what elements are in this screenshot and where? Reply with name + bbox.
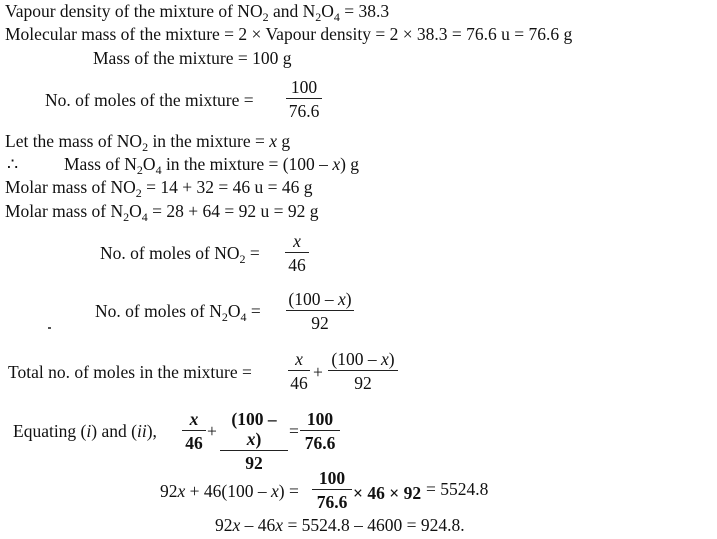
text: = 5524.8 – 4600 = 924.8. [283, 515, 465, 535]
total-moles-label: Total no. of moles in the mixture = [8, 362, 252, 382]
mass-n2o4-line [64, 154, 360, 177]
text: Molar mass of N [5, 201, 124, 221]
expanded-equation-lhs [160, 481, 299, 501]
text: and N [268, 1, 316, 21]
molar-mass-n2o4-line [5, 201, 319, 224]
numerator: 100 [306, 409, 334, 429]
text: Equating ( [13, 421, 87, 441]
total-moles-fraction-2 [328, 349, 398, 393]
text: (100 – [331, 349, 381, 369]
text: = 14 + 32 = 46 u = 46 g [141, 177, 313, 197]
text: (100 – [288, 289, 338, 309]
numerator: x [293, 231, 301, 251]
numerator: 100 [318, 468, 346, 488]
text: ) [255, 429, 262, 449]
subscript: 2 [221, 310, 228, 324]
subscript: 2 [135, 186, 142, 200]
total-moles-fraction-1 [288, 349, 310, 393]
denominator: 76.6 [316, 492, 348, 512]
moles-no2-fraction [285, 231, 309, 275]
variable: x [380, 349, 389, 369]
plus-sign: + [313, 362, 323, 382]
moles-no2-label [100, 243, 260, 266]
subscript: 2 [315, 10, 322, 24]
equating-label [13, 421, 157, 441]
fraction-bar [312, 489, 352, 490]
moles-of-mixture-label: No. of moles of the mixture = [45, 90, 254, 110]
fraction-bar [300, 430, 340, 431]
text: O [142, 154, 156, 174]
equals-sign: = [289, 421, 299, 441]
fraction-bar [286, 98, 322, 99]
denominator: 46 [185, 433, 203, 453]
fraction-bar [328, 370, 398, 371]
variable: x [177, 481, 186, 501]
denominator: 46 [288, 255, 306, 275]
text: ) [388, 349, 395, 369]
variable: x [332, 154, 341, 174]
plus-sign: + [207, 421, 217, 441]
text: 92 [160, 481, 178, 501]
text: (100 – [231, 409, 277, 429]
equating-fraction-1 [182, 409, 206, 453]
text: = 28 + 64 = 92 u = 92 g [147, 201, 319, 221]
fraction-bar [182, 430, 206, 431]
text: ) = [278, 481, 299, 501]
text: = [246, 301, 261, 321]
subscript: 2 [136, 163, 143, 177]
moles-of-mixture-fraction [286, 77, 322, 121]
mass-of-mixture-line: Mass of the mixture = 100 g [93, 48, 292, 68]
text: ) [345, 289, 352, 309]
eq-ref: ii [136, 421, 147, 441]
numerator: x [189, 409, 199, 429]
fraction-bar [285, 252, 309, 253]
numerator [328, 349, 398, 369]
subscript: 4 [155, 163, 162, 177]
subscript: 2 [262, 10, 269, 24]
variable: x [232, 515, 241, 535]
text: Vapour density of the mixture of NO [5, 1, 263, 21]
subscript: 4 [240, 310, 247, 324]
numerator: x [295, 349, 303, 369]
variable: x [269, 131, 278, 151]
subscript: 4 [141, 210, 148, 224]
molecular-mass-line: Molecular mass of the mixture = 2 × Vapour density = 2 × 38.3 = 76.6 u = 76.6 g [5, 24, 573, 44]
text: O [129, 201, 142, 221]
denominator: 92 [311, 313, 329, 333]
subscript: 4 [333, 10, 340, 24]
fraction-bar [220, 450, 288, 451]
text: + 46(100 – [185, 481, 271, 501]
equating-fraction-2 [220, 409, 288, 473]
denominator: 76.6 [304, 433, 336, 453]
final-equation [215, 515, 465, 535]
therefore-symbol: ∴ [7, 154, 19, 174]
variable: x [270, 481, 279, 501]
equating-fraction-3 [300, 409, 340, 453]
subscript: 2 [142, 140, 149, 154]
text: in the mixture = [148, 131, 270, 151]
stray-mark [48, 327, 51, 329]
expanded-equation-fraction [312, 468, 352, 512]
text: Let the mass of NO [5, 131, 143, 151]
text: g [277, 131, 291, 151]
subscript: 2 [239, 252, 246, 266]
numerator [220, 409, 288, 449]
text: No. of moles of NO [100, 243, 240, 263]
variable: x [337, 289, 346, 309]
denominator: 46 [290, 373, 308, 393]
eq-ref: i [86, 421, 92, 441]
text: 92 [215, 515, 233, 535]
text: in the mixture = (100 – [161, 154, 333, 174]
moles-n2o4-fraction [286, 289, 354, 333]
subscript: 2 [123, 210, 130, 224]
fraction-bar [286, 310, 354, 311]
denominator: 92 [245, 453, 263, 473]
text: – 46 [240, 515, 276, 535]
variable: x [246, 429, 256, 449]
moles-n2o4-label [95, 301, 261, 324]
text: Mass of N [64, 154, 137, 174]
denominator: 92 [354, 373, 372, 393]
numerator: 100 [290, 77, 318, 97]
let-mass-line [5, 131, 291, 154]
vapour-density-line [5, 1, 390, 24]
multiplier-text: × 46 × 92 [353, 483, 422, 503]
molar-mass-no2-line [5, 177, 313, 200]
denominator: 76.6 [288, 101, 320, 121]
text: ) g [340, 154, 360, 174]
text: Molar mass of NO [5, 177, 136, 197]
text: ) and ( [91, 421, 137, 441]
text: O [321, 1, 334, 21]
text: No. of moles of N [95, 301, 222, 321]
variable: x [275, 515, 284, 535]
numerator [286, 289, 354, 309]
text: = [245, 243, 260, 263]
text: = 38.3 [339, 1, 390, 21]
expanded-equation-result: = 5524.8 [426, 479, 489, 499]
text: O [227, 301, 241, 321]
text: ), [146, 421, 157, 441]
fraction-bar [288, 370, 310, 371]
